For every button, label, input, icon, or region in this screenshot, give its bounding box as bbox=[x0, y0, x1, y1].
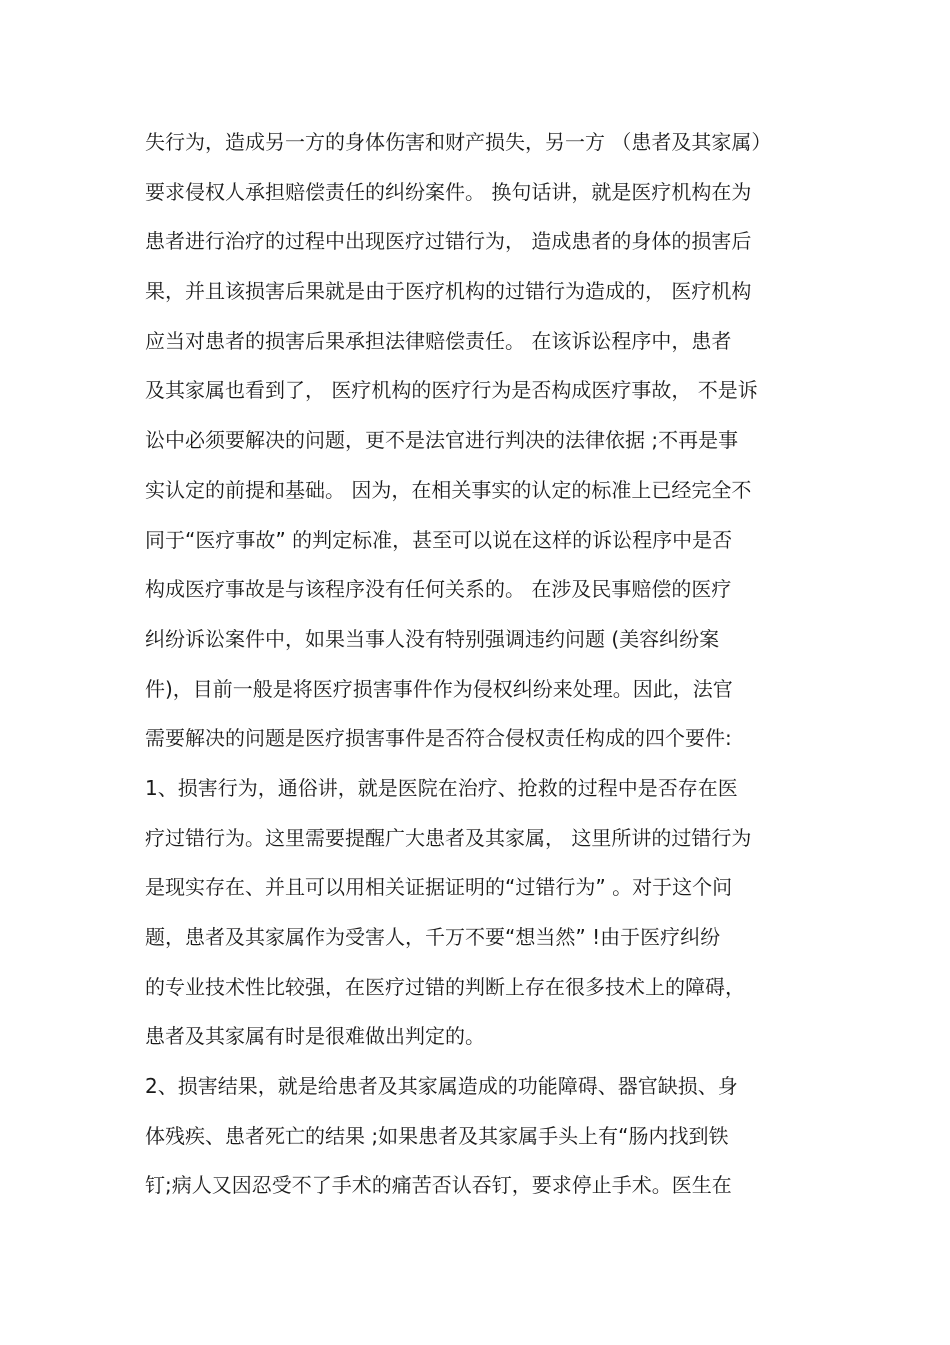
text-line: 体残疾、患者死亡的结果 ;如果患者及其家属手头上有“肠内找到铁 bbox=[145, 1123, 729, 1148]
text-line: 果，并且该损害后果就是由于医疗机构的过错行为造成的， 医疗机构 bbox=[145, 279, 752, 304]
text-line: 需要解决的问题是医疗损害事件是否符合侵权责任构成的四个要件: bbox=[145, 726, 732, 751]
text-line: 要求侵权人承担赔偿责任的纠纷案件。 换句话讲，就是医疗机构在为 bbox=[145, 179, 752, 204]
text-line: 钉;病人又因忍受不了手术的痛苦否认吞钉，要求停止手术。医生在 bbox=[145, 1173, 732, 1198]
text-line: 疗过错行为。这里需要提醒广大患者及其家属， 这里所讲的过错行为 bbox=[145, 825, 752, 850]
text-line: 1、损害行为，通俗讲，就是医院在治疗、抢救的过程中是否存在医 bbox=[145, 775, 738, 800]
text-line: 患者进行治疗的过程中出现医疗过错行为， 造成患者的身体的损害后 bbox=[145, 229, 752, 254]
text-line: 是现实存在、并且可以用相关证据证明的“过错行为” 。对于这个问 bbox=[145, 875, 733, 900]
text-line: 的专业技术性比较强，在医疗过错的判断上存在很多技术上的障碍， bbox=[145, 974, 745, 999]
text-line: 构成医疗事故是与该程序没有任何关系的。 在涉及民事赔偿的医疗 bbox=[145, 577, 732, 602]
text-line: 讼中必须要解决的问题，更不是法官进行判决的法律依据 ;不再是事 bbox=[145, 428, 739, 453]
text-line: 同于“医疗事故” 的判定标准，甚至可以说在这样的诉讼程序中是否 bbox=[145, 527, 733, 552]
text-line: 及其家属也看到了， 医疗机构的医疗行为是否构成医疗事故， 不是诉 bbox=[145, 378, 758, 403]
text-line: 失行为，造成另一方的身体伤害和财产损失，另一方 （患者及其家属） bbox=[145, 130, 772, 154]
text-line: 应当对患者的损害后果承担法律赔偿责任。 在该诉讼程序中，患者 bbox=[145, 328, 732, 353]
text-line: 题，患者及其家属作为受害人，千万不要“想当然” !由于医疗纠纷 bbox=[145, 925, 721, 949]
text-line: 纠纷诉讼案件中，如果当事人没有特别强调违约问题 (美容纠纷案 bbox=[145, 626, 720, 651]
text-line: 件)，目前一般是将医疗损害事件作为侵权纠纷来处理。因此，法官 bbox=[145, 676, 733, 701]
text-line: 2、损害结果，就是给患者及其家属造成的功能障碍、器官缺损、身 bbox=[145, 1074, 738, 1099]
text-line: 实认定的前提和基础。 因为，在相关事实的认定的标准上已经完全不 bbox=[145, 477, 752, 502]
text-line: 患者及其家属有时是很难做出判定的。 bbox=[145, 1024, 485, 1049]
body-text bbox=[145, 122, 815, 1215]
